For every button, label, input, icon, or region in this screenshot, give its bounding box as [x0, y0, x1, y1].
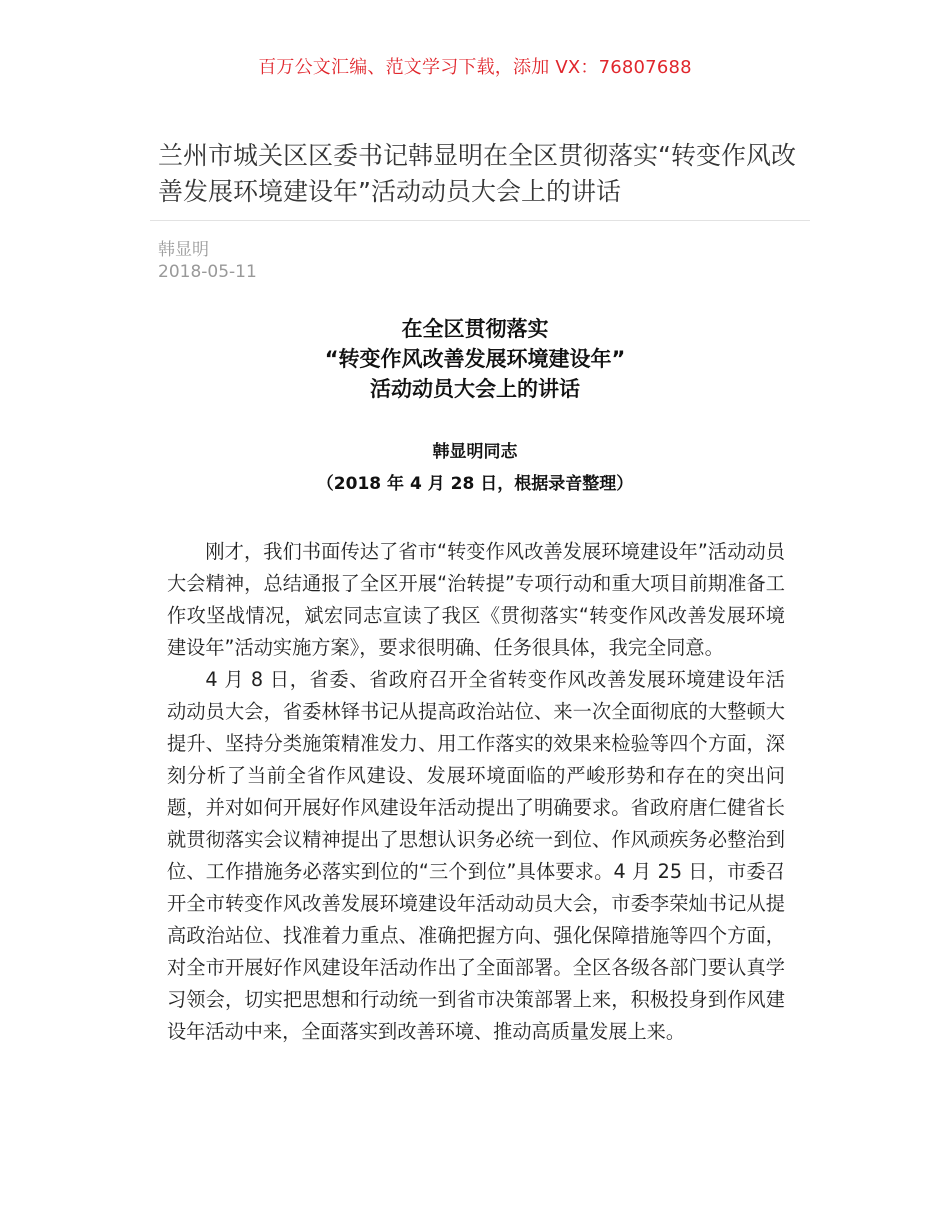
article-date: 2018-05-11 — [158, 262, 257, 282]
speech-dateline: （2018 年 4 月 28 日，根据录音整理） — [316, 474, 634, 494]
article-title: 兰州市城关区区委书记韩显明在全区贯彻落实“转变作风改善发展环境建设年”活动动员大会上的讲话 — [158, 141, 796, 206]
article-author: 韩显明 — [158, 240, 209, 260]
paragraph: 刚才，我们书面传达了省市“转变作风改善发展环境建设年”活动动员大会精神，总结通报了全区开展“治转提”专项行动和重大项目前期准备工作攻坚战情况，斌宏同志宣读了我区《贯彻落实“转变作风改善发展环境建设年”活动实施方案》，要求很明确、任务很具体，我完全同意。 — [167, 540, 785, 659]
paragraph: 4 月 8 日，省委、省政府召开全省转变作风改善发展环境建设年活动动员大会，省委林铎书记从提高政治站位、来一次全面彻底的大整顿大提升、坚持分类施策精准发力、用工作落实的效果来检验等四个方面，深刻分析了当前全省作风建设、发展环境面临的严峻形势和存在的突出问题，并对如何开展好作风建设年活动提出了明确要求。省政府唐仁健省长就贯彻落实会议精神提出了思想认识务必统一到位、作风顽疾务必整治到位、工作措施务必落实到位的“三个到位”具体要求。4 月 25 日，市委召开全市转变作风改善发展环境建设年活动动员大会，市委李荣灿书记从提高政治站位、找准着力重点、准确把握方向、强化保障措施等四个方面，对全市开展好作风建设年活动作出了全面部署。全区各级各部门要认真学习领会，切实把思想和行动统一到省市决策部署上来，积极投身到作风建设年活动中来，全面落实到改善环境、推动高质量发展上来。 — [167, 668, 785, 1043]
speaker-name: 韩显明同志 — [432, 442, 518, 462]
speech-body — [167, 536, 785, 1048]
heading-line: 活动动员大会上的讲话 — [370, 377, 580, 401]
article-meta — [158, 239, 257, 283]
document-heading — [0, 314, 950, 404]
heading-line: 在全区贯彻落实 — [401, 317, 549, 341]
heading-line: “转变作风改善发展环境建设年” — [324, 347, 626, 371]
title-divider — [150, 220, 810, 221]
promo-banner: 百万公文汇编、范文学习下载，添加 VX：76807688 — [258, 57, 692, 78]
